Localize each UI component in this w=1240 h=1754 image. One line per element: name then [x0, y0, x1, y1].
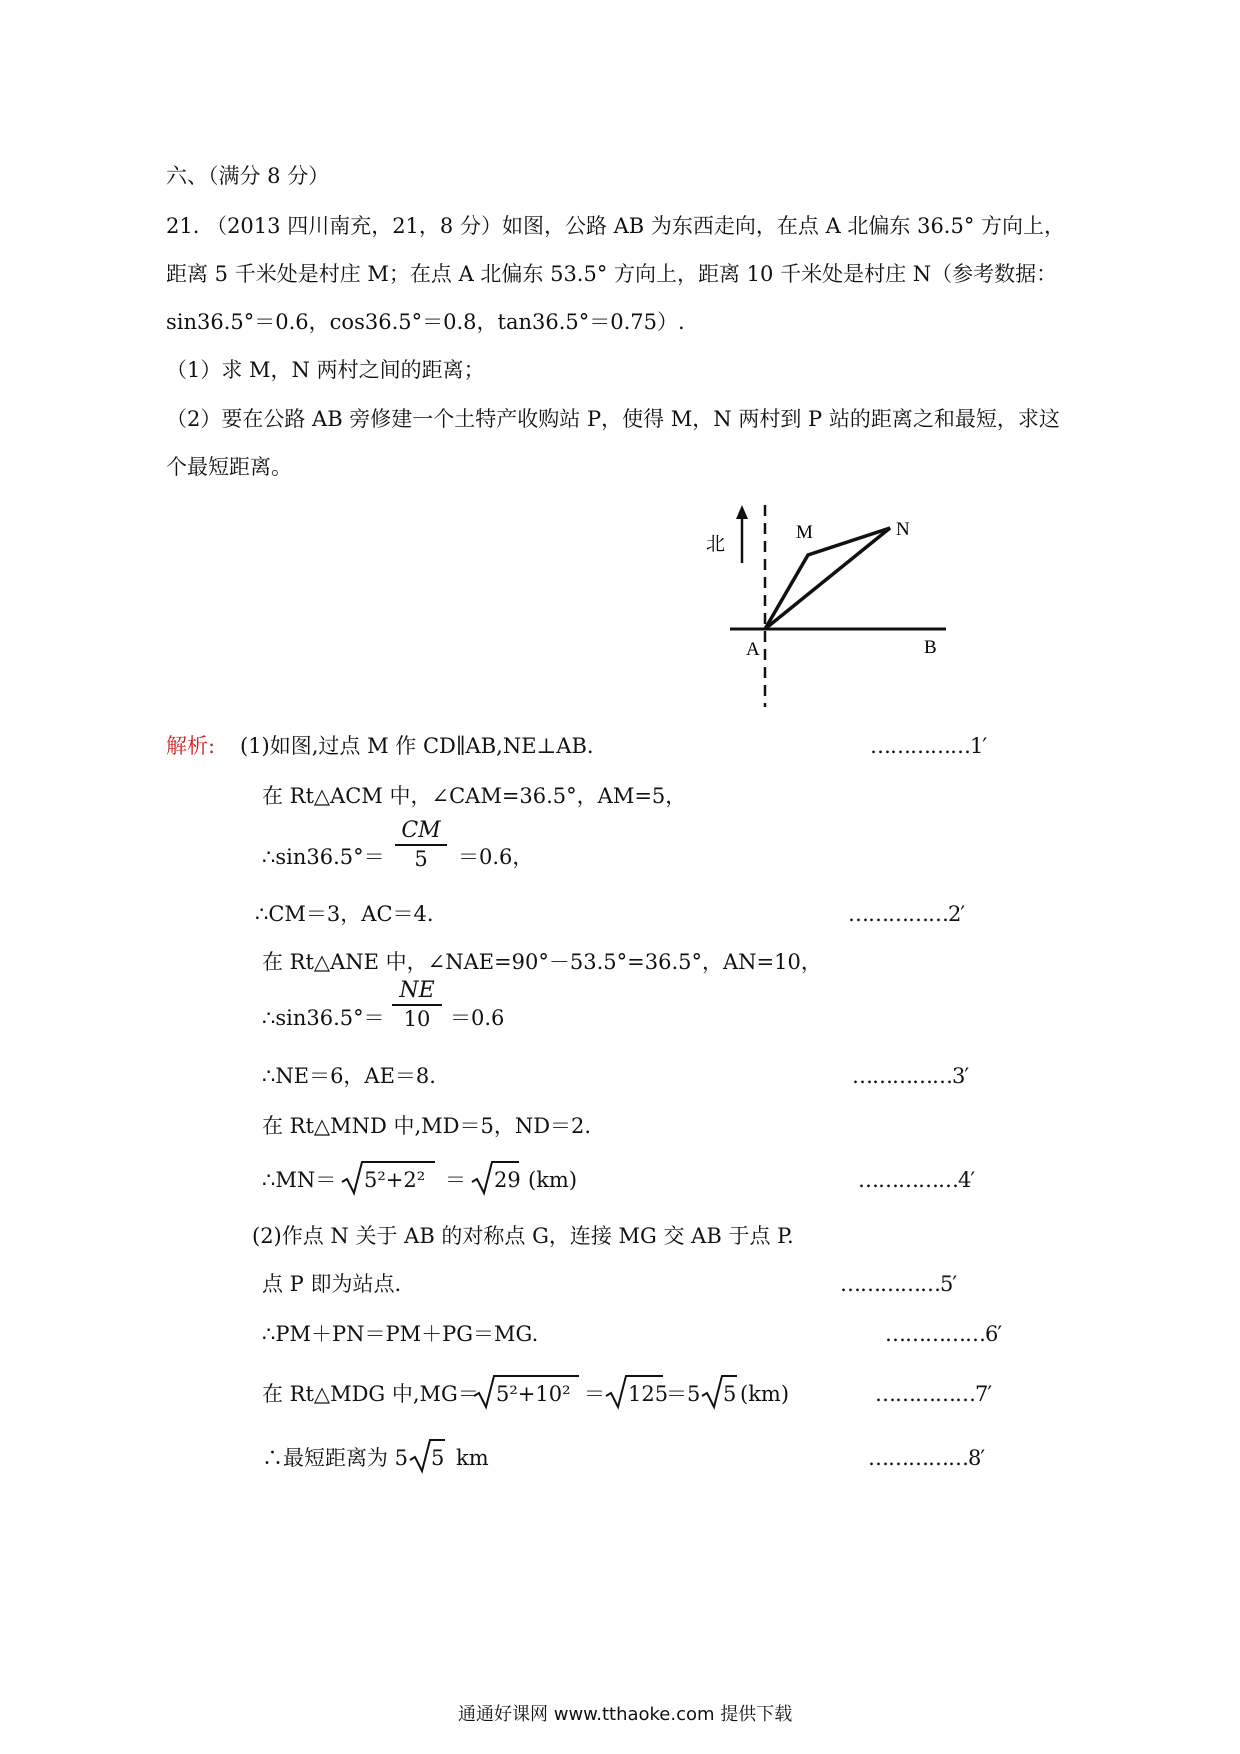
solution-step-11: 点 P 即为站点.: [262, 1272, 402, 1296]
score-mark-4: ……………4′: [858, 1168, 975, 1192]
score-mark-8: ……………8′: [868, 1446, 985, 1470]
solution-step-9-prefix: ∴MN＝: [262, 1168, 337, 1192]
triangle-amn: [765, 528, 890, 629]
score-mark-7: ……………7′: [875, 1382, 992, 1406]
solution-step-1: (1)如图,过点 M 作 CD∥AB,NE⊥AB.: [240, 734, 594, 758]
sqrt-5: [700, 1372, 738, 1410]
question-line-3: sin36.5°＝0.6，cos36.5°＝0.8，tan36.5°＝0.75）.: [166, 310, 685, 334]
solution-step-13-equals-2: ＝5: [666, 1382, 701, 1406]
solution-step-2: 在 Rt△ACM 中，∠CAM=36.5°，AM=5，: [262, 784, 687, 808]
solution-step-13-equals-1: ＝: [584, 1382, 605, 1406]
fraction-denominator: 10: [403, 1007, 431, 1031]
north-label: 北: [706, 534, 726, 555]
radicand: 5²+2²: [364, 1168, 426, 1192]
question-line-2: 距离 5 千米处是村庄 M；在点 A 北偏东 53.5° 方向上，距离 10 千米处是村庄 N（参考数据：: [166, 262, 1058, 286]
score-mark-3: ……………3′: [852, 1064, 969, 1088]
section-heading: 六、（满分 8 分）: [166, 164, 330, 188]
solution-heading: 解析:: [166, 734, 216, 758]
radicand: 5: [723, 1382, 737, 1406]
page-footer: 通通好课网 www.tthaoke.com 提供下载: [458, 1704, 793, 1725]
solution-step-14-unit: km: [456, 1446, 489, 1470]
solution-step-14-prefix: ∴最短距离为 5: [262, 1446, 409, 1470]
question-part-1: （1）求 M，N 两村之间的距离；: [166, 358, 485, 382]
question-part-2b: 个最短距离。: [166, 455, 292, 479]
question-line-1: 21. （2013 四川南充，21，8 分）如图，公路 AB 为东西走向，在点 A 北偏东 36.5° 方向上，: [166, 214, 1066, 238]
fraction-numerator: CM: [401, 818, 441, 843]
sqrt-5sq-plus-10sq: [472, 1372, 580, 1410]
sqrt-29: [470, 1158, 520, 1196]
radicand: 125: [628, 1382, 669, 1406]
radicand: 29: [494, 1168, 521, 1192]
solution-step-7: ∴NE＝6，AE＝8.: [262, 1064, 436, 1088]
solution-step-9-equals: ＝: [445, 1168, 466, 1192]
fraction-numerator: NE: [399, 978, 435, 1003]
geometry-figure: [690, 495, 960, 710]
fraction-denominator: 5: [414, 847, 428, 871]
solution-step-13-prefix: 在 Rt△MDG 中,MG＝: [262, 1382, 479, 1406]
solution-step-3-suffix: ＝0.6，: [458, 845, 534, 869]
score-mark-2: ……………2′: [848, 902, 965, 926]
fraction-ne-over-10: [392, 978, 442, 1032]
solution-step-8: 在 Rt△MND 中,MD＝5，ND＝2.: [262, 1114, 592, 1138]
solution-step-12: ∴PM＋PN＝PM＋PG＝MG.: [262, 1322, 539, 1346]
radicand: 5: [431, 1446, 445, 1470]
label-b: B: [924, 637, 937, 658]
fraction-cm-over-5: [395, 818, 447, 872]
score-mark-6: ……………6′: [885, 1322, 1002, 1346]
label-m: M: [796, 522, 813, 543]
label-a: A: [746, 639, 760, 660]
score-mark-1: ……………1′: [870, 734, 987, 758]
north-arrow-icon: [736, 505, 748, 519]
sqrt-5sq-plus-2sq: [340, 1158, 436, 1196]
solution-step-10: (2)作点 N 关于 AB 的对称点 G，连接 MG 交 AB 于点 P.: [252, 1224, 794, 1248]
sqrt-125: [604, 1372, 669, 1410]
question-part-2a: （2）要在公路 AB 旁修建一个土特产收购站 P，使得 M，N 两村到 P 站的距离之和最短，求这: [166, 407, 1060, 431]
solution-step-9-unit: (km): [528, 1168, 578, 1192]
solution-step-3-prefix: ∴sin36.5°＝: [262, 845, 385, 869]
score-mark-5: ……………5′: [840, 1272, 957, 1296]
label-n: N: [896, 519, 910, 540]
solution-step-6-suffix: ＝0.6: [450, 1006, 505, 1030]
radicand: 5²+10²: [496, 1382, 571, 1406]
solution-step-6-prefix: ∴sin36.5°＝: [262, 1006, 385, 1030]
solution-step-5: 在 Rt△ANE 中，∠NAE=90°－53.5°=36.5°，AN=10，: [262, 950, 822, 974]
solution-step-13-unit: (km): [740, 1382, 790, 1406]
sqrt-5-final: [408, 1436, 446, 1474]
solution-step-4: ∴CM＝3，AC＝4.: [255, 902, 434, 926]
